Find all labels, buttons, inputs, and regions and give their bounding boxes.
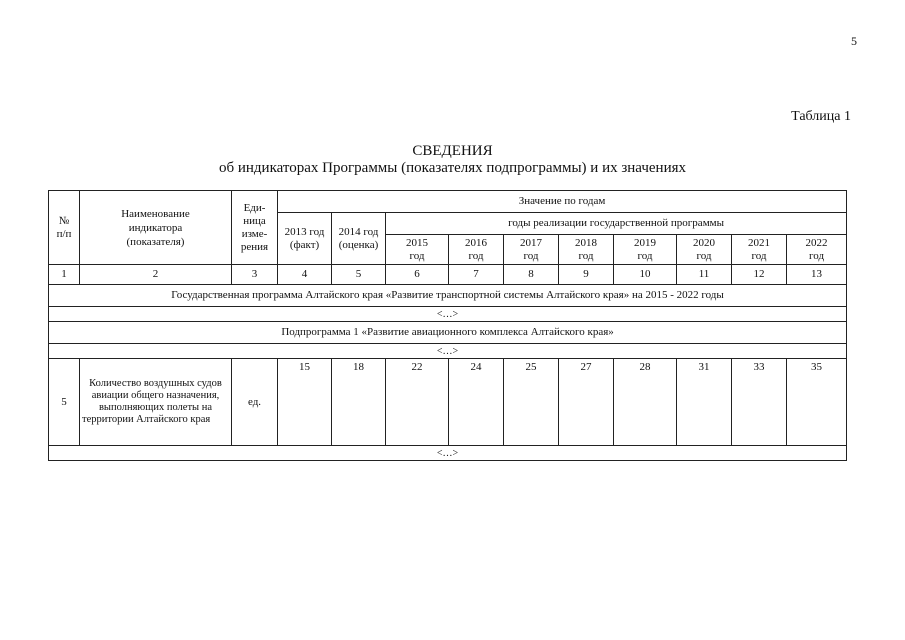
value-2015: 22: [386, 359, 449, 446]
value-2016: 24: [449, 359, 504, 446]
column-number: 13: [787, 265, 847, 285]
value-2019: 28: [614, 359, 677, 446]
program-title-row: Государственная программа Алтайского края «Развитие транспортной системы Алтайского края» на 2015 - 2022 годы: [49, 285, 847, 307]
column-number: 4: [278, 265, 332, 285]
header-year-2021: 2021 год: [732, 235, 787, 265]
column-number: 3: [232, 265, 278, 285]
column-number: 1: [49, 265, 80, 285]
ellipsis-row: <…>: [49, 344, 847, 359]
header-program-years: годы реализации государственной программы: [386, 213, 847, 235]
unit-cell: ед.: [232, 359, 278, 446]
value-2013: 15: [278, 359, 332, 446]
header-year-2019: 2019 год: [614, 235, 677, 265]
column-number: 9: [559, 265, 614, 285]
ellipsis-row: <…>: [49, 446, 847, 461]
header-2014: 2014 год (оценка): [332, 213, 386, 265]
header-year-2016: 2016 год: [449, 235, 504, 265]
header-num: № п/п: [49, 191, 80, 265]
indicator-name: Количество воздушных судов авиации общего назначения, выполняющих полеты на территории Алтайского края: [80, 359, 232, 446]
document-title: [0, 143, 905, 177]
header-year-2020: 2020 год: [677, 235, 732, 265]
header-year-2015: 2015 год: [386, 235, 449, 265]
title-line-1: СВЕДЕНИЯ: [412, 143, 493, 159]
value-2020: 31: [677, 359, 732, 446]
header-2013: 2013 год (факт): [278, 213, 332, 265]
header-values-by-year: Значение по годам: [278, 191, 847, 213]
column-number: 7: [449, 265, 504, 285]
table-row: [49, 359, 847, 446]
value-2017: 25: [504, 359, 559, 446]
value-2014: 18: [332, 359, 386, 446]
header-unit: Еди- ница изме- рения: [232, 191, 278, 265]
column-number: 8: [504, 265, 559, 285]
header-year-2022: 2022 год: [787, 235, 847, 265]
title-line-2: об индикаторах Программы (показателях подпрограммы) и их значениях: [218, 160, 687, 176]
column-number: 10: [614, 265, 677, 285]
value-2018: 27: [559, 359, 614, 446]
column-number: 5: [332, 265, 386, 285]
value-2021: 33: [732, 359, 787, 446]
indicators-table: [48, 190, 847, 461]
subprogram-title-row: Подпрограмма 1 «Развитие авиационного комплекса Алтайского края»: [49, 322, 847, 344]
column-number: 11: [677, 265, 732, 285]
page-number: 5: [851, 34, 857, 48]
column-numbers-row: [49, 265, 847, 285]
header-year-2017: 2017 год: [504, 235, 559, 265]
value-2022: 35: [787, 359, 847, 446]
row-number: 5: [49, 359, 80, 446]
ellipsis-row: <…>: [49, 307, 847, 322]
column-number: 6: [386, 265, 449, 285]
column-number: 12: [732, 265, 787, 285]
header-indicator-name: Наименование индикатора (показателя): [80, 191, 232, 265]
column-number: 2: [80, 265, 232, 285]
header-year-2018: 2018 год: [559, 235, 614, 265]
table-label: Таблица 1: [791, 109, 851, 124]
